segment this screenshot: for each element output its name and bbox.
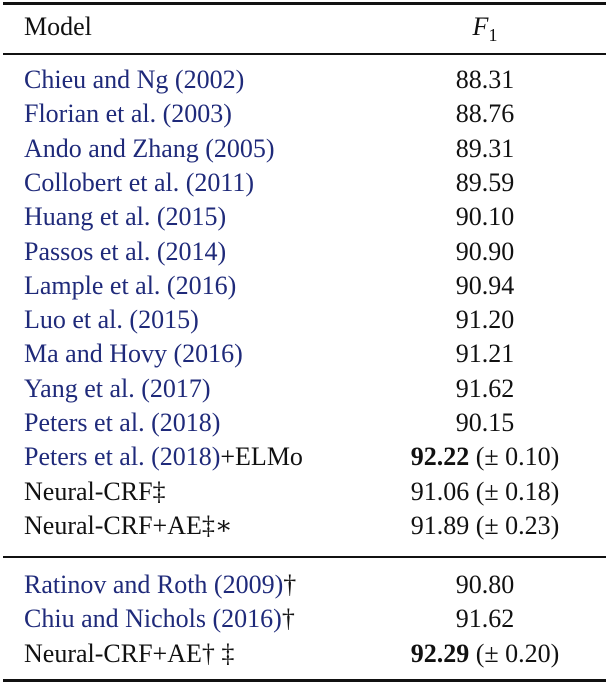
- f1-score-best: 92.29: [410, 639, 470, 668]
- table-row: [0, 440, 609, 474]
- model-name: [24, 568, 296, 602]
- f1-score: [355, 509, 609, 543]
- f1-score-best: 92.22: [410, 442, 470, 471]
- f1-score-std: (± 0.18): [469, 477, 560, 506]
- model-label: Neural-CRF‡: [24, 477, 166, 506]
- model-name: [24, 166, 254, 200]
- model-name: [24, 63, 244, 97]
- f1-score: 89.31: [455, 134, 515, 163]
- table-row: [0, 406, 609, 440]
- model-name: [24, 303, 199, 337]
- table-row: [0, 372, 609, 406]
- model-name: [24, 200, 226, 234]
- model-name: [24, 475, 166, 509]
- citation-link[interactable]: Luo et al. (2015): [24, 305, 199, 334]
- f1-score: 91.62: [455, 374, 515, 403]
- f1-score: 90.94: [455, 271, 515, 300]
- f1-score-value: 91.06: [410, 477, 470, 506]
- f1-score-std: (± 0.20): [469, 639, 560, 668]
- table-row: [0, 637, 609, 671]
- citation-link[interactable]: Chiu and Nichols (2016): [24, 604, 282, 633]
- f1-score-value: 91.89: [410, 511, 470, 540]
- citation-link[interactable]: Ando and Zhang (2005): [24, 134, 275, 163]
- header-f1: [355, 10, 609, 52]
- model-label: Neural-CRF+AE† ‡: [24, 639, 235, 668]
- model-suffix: †: [281, 604, 295, 633]
- header-model: Model: [24, 12, 92, 41]
- f1-score: 88.76: [455, 99, 515, 128]
- model-name: [24, 132, 275, 166]
- citation-link[interactable]: Yang et al. (2017): [24, 374, 211, 403]
- table-row: [0, 132, 609, 166]
- table-row: [0, 200, 609, 234]
- f1-score: 91.20: [455, 305, 515, 334]
- model-name: [24, 509, 233, 543]
- section-rule: [3, 556, 606, 558]
- f1-score: 91.21: [455, 339, 515, 368]
- table-row: [0, 509, 609, 543]
- citation-link[interactable]: Collobert et al. (2011): [24, 168, 255, 197]
- model-name: [24, 337, 243, 371]
- citation-link[interactable]: Peters et al. (2018): [24, 442, 221, 471]
- model-suffix: †: [283, 570, 297, 599]
- f1-score: 90.10: [455, 202, 515, 231]
- f1-score: 90.90: [455, 237, 515, 266]
- table-row: [0, 568, 609, 602]
- table-row: [0, 269, 609, 303]
- bottom-rule: [3, 679, 606, 682]
- f1-score: [355, 475, 609, 509]
- header-row: [0, 10, 609, 44]
- citation-link[interactable]: Lample et al. (2016): [24, 271, 237, 300]
- top-rule: [3, 2, 606, 5]
- model-name: [24, 440, 303, 474]
- f1-score-std: (± 0.10): [469, 442, 560, 471]
- f1-score: 88.31: [455, 65, 515, 94]
- header-f1-sub: 1: [488, 25, 498, 46]
- citation-link[interactable]: Huang et al. (2015): [24, 202, 227, 231]
- f1-score: 90.15: [455, 408, 515, 437]
- model-name: [24, 235, 226, 269]
- citation-link[interactable]: Ma and Hovy (2016): [24, 339, 243, 368]
- table-row: [0, 602, 609, 636]
- model-name: [24, 406, 220, 440]
- f1-score-std: (± 0.23): [469, 511, 560, 540]
- f1-score: [355, 440, 609, 474]
- table-row: [0, 166, 609, 200]
- model-name: [24, 637, 234, 671]
- citation-link[interactable]: Peters et al. (2018): [24, 408, 221, 437]
- citation-link[interactable]: Ratinov and Roth (2009): [24, 570, 284, 599]
- f1-score: 90.80: [455, 570, 515, 599]
- model-label: Neural-CRF+AE‡∗: [24, 511, 233, 540]
- model-name: [24, 97, 232, 131]
- table-row: [0, 475, 609, 509]
- f1-score: [355, 637, 609, 671]
- header-rule: [3, 53, 606, 55]
- table-row: [0, 97, 609, 131]
- citation-link[interactable]: Chieu and Ng (2002): [24, 65, 245, 94]
- model-name: [24, 269, 236, 303]
- table-row: [0, 235, 609, 269]
- model-name: [24, 372, 211, 406]
- f1-score: 89.59: [455, 168, 515, 197]
- model-suffix: +ELMo: [220, 442, 303, 471]
- model-name: [24, 602, 295, 636]
- table-row: [0, 303, 609, 337]
- table-row: [0, 63, 609, 97]
- table-row: [0, 337, 609, 371]
- f1-score: 91.62: [455, 604, 515, 633]
- header-f1-main: F: [472, 12, 489, 41]
- citation-link[interactable]: Passos et al. (2014): [24, 237, 227, 266]
- citation-link[interactable]: Florian et al. (2003): [24, 99, 232, 128]
